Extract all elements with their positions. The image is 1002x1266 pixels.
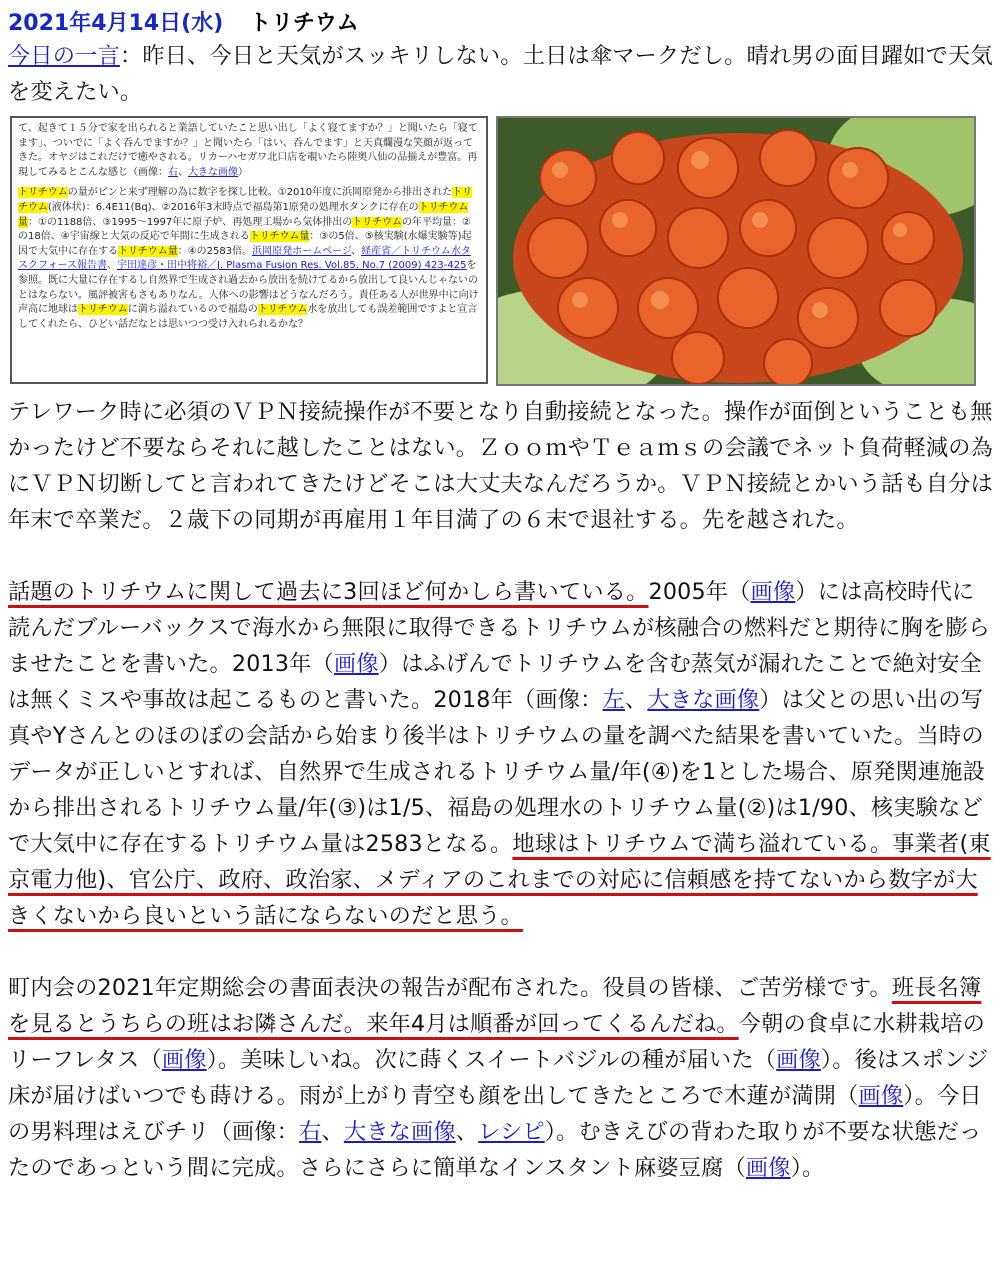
image-link-magnolia[interactable]: 画像 [858,1083,904,1109]
para-text: 、 [321,1119,344,1145]
text-image-paragraph-2 [18,186,480,332]
ti-link-large: 大きな画像 [188,166,238,178]
ti-highlight: トリチウム量 [118,245,178,257]
ti-text: ） [238,166,248,178]
para-text: 、 [624,687,648,713]
entry-header [8,6,994,38]
image-link-lettuce[interactable]: 画像 [161,1047,207,1073]
recipe-link[interactable]: レシピ [478,1119,545,1145]
underlined-text: 班長名簿を見るとうちらの班はお隣さんだ。来年4月は順番が回ってくるんだね。 [8,975,982,1037]
ti-link-right: 右 [168,166,178,178]
ti-text: 、 [351,245,362,257]
paragraph-gap [8,934,994,970]
para-text: ）。むきえびの背わた取りが不要な状態だったのであっという間に完成。さらにさらに簡単なインスタント麻婆豆腐（ [8,1119,982,1181]
ti-text: 水を放出しても誤差範囲ですよと宣言してくれたら、ひどい話だなとは思いつつ受け入れられるかな？ [18,304,478,330]
ti-text: に満ち溢れているので福島の [127,304,258,316]
para-text: ）。今日の男料理はえびチリ（画像： [8,1083,982,1145]
ti-text: ：④の2583倍。 [177,245,253,257]
underlined-text: 話題のトリチウムに関して過去に3回ほど何かしら書いている。 [8,579,649,605]
para-text: 、 [455,1119,479,1145]
image-link-mapo[interactable]: 画像 [745,1155,791,1181]
ti-highlight: トリチウム [78,304,128,316]
ti-text: 、 [178,166,188,178]
intro-paragraph [8,38,994,110]
ti-text: ：①の1188倍、③1995～1997年に原子炉、再処理工場から気体排出の [28,216,353,228]
image-row [8,116,994,390]
ti-link: 宇田達彦・田中将裕／J. Plasma Fusion Res. Vol.85, No.7 (2009) 423-425 [117,260,467,272]
ti-highlight: トリチウム [352,216,402,228]
para-text: ）。後はスポンジ床が届けばいつでも蒔ける。雨が上がり青空も顔を出してきたところで木蓮が満開（ [8,1047,989,1109]
image-link-2013[interactable]: 画像 [333,651,379,677]
para-text: ）。 [790,1155,825,1181]
ti-link: 経産省／トリチウム水タスクフォース報告書 [18,245,471,272]
image-link-large[interactable]: 大きな画像 [343,1119,456,1145]
para-text: ）には高校時代に読んだブルーバックスで海水から無限に取得できるトリチウムが核融合の燃料だと期待に胸を膨らませたことを書いた。2013年（ [8,579,991,677]
ti-text: 、 [107,260,117,272]
text-screenshot-image [10,116,488,384]
diary-entry [8,6,994,1186]
ti-text: (液体状)：6.4E11(Bq)、②2016年3末時点で福島第1原発の処理水タンクに存在の [47,201,419,213]
tritium-paragraph [8,574,994,934]
today-word-link[interactable]: 今日の一言 [8,43,120,69]
ti-text: て、起きて１５分で家を出られると業語していたこと思い出し「よく寝てますか？」と聞いたら「寝てます」、ついでに「よく呑んでますか？」と聞いたら「はい、呑んでます」と天真爛漫な笑顔が返ってきた。オヤジはこれだけで癒やされる。リカーハセガワ北口店を覗いたら陸奥八仙の品揃えが豊富。再現してみるとこんな感じ（画像： [18,123,478,178]
text-image-paragraph-1 [18,122,480,180]
shrimp-photo-illustration [498,118,974,384]
ti-text: を参照。既に大量に存在するし自然界で生成され過去から放出を続けてるから放出して良いんじゃないのとはならない。風評被害もさもありなん。人体への影響はどうなんだろう。責任ある人が世界中に向け声高に地球は [18,260,479,316]
paragraph-gap [8,538,994,574]
ti-highlight: トリチウム [18,187,473,213]
image-link-large[interactable]: 大きな画像 [647,687,760,713]
ti-highlight: トリチウム量 [249,231,310,243]
telework-paragraph: テレワーク時に必須のＶＰＮ接続操作が不要となり自動接続となった。操作が面倒ということも無かったけど不要ならそれに越したことはない。ＺｏｏｍやＴｅａｍｓの会議でネット負荷軽減の為にＶＰＮ切断してと言われてきたけどそこは大丈夫なんだろうか。ＶＰＮ接続とかいう話も自分は年末で卒業だ。２歳下の同期が再雇用１年目満了の６末で退社する。先を越された。 [8,399,994,533]
image-link-left[interactable]: 左 [602,687,625,713]
intro-text: ：昨日、今日と天気がスッキリしない。土日は傘マークだし。晴れ男の面目躍如で天気を変えたい。 [8,43,993,105]
para-text: 2005年（ [648,579,751,605]
para-text: ）は父との思い出の写真やYさんとのほのぼの会話から始まり後半はトリチウムの量を調べた結果を書いていた。当時のデータが正しいとすれば、自然界で生成されるトリチウム量/年(④)を1とした場合、原発関連施設から排出されるトリチウム量/年(③)は1/5、福島の処理水のトリチウム量(②)は1/90、核実験などで大気中に存在するトリチウム量は2583となる。 [8,687,986,857]
entry-title: トリチウム [249,11,359,36]
underlined-text: 地球はトリチウムで満ち溢れている。事業者(東京電力他)、官公庁、政府、政治家、メディアのこれまでの対応に信頼感を持てないから数字が大きくないから良いという話にならないのだと思う。 [8,831,991,929]
para-text: ）はふげんでトリチウムを含む蒸気が漏れたことで絶対安全は無くミスや事故は起こるものと書いた。2018年（画像： [8,651,983,713]
ti-text: の量がピンと来ず理解の為に数字を探し比較。①2010年度に浜岡原発から排出された [67,187,453,199]
ti-highlight: トリチウム [257,304,308,316]
ti-highlight: トリチウム [18,187,68,199]
para-text: ）。美味しいね。次に蒔くスイートバジルの種が届いた（ [206,1047,777,1073]
para-text: 今朝の食卓に水耕栽培のリーフレタス（ [8,1011,985,1073]
image-link-2005[interactable]: 画像 [750,579,796,605]
entry-date: 2021年4月14日(水) [8,11,224,36]
image-link-basil[interactable]: 画像 [776,1047,821,1073]
ti-text: ：③の5倍、⑤核実験(水爆実験等)起因で大気中に存在する [18,231,472,257]
ti-text: の年平均量：②の18倍、④宇宙線と大気の反応で年間に生成される [18,216,471,243]
ti-link: 浜岡原発ホームページ [252,245,352,257]
shrimp-chili-photo[interactable] [496,116,976,386]
para-text: 町内会の2021年定期総会の書面表決の報告が配布された。役員の皆様、ご苦労様です。 [8,975,892,1001]
image-link-right[interactable]: 右 [299,1119,322,1145]
ti-highlight: トリチウム量 [18,201,469,228]
neighborhood-paragraph [8,970,994,1186]
